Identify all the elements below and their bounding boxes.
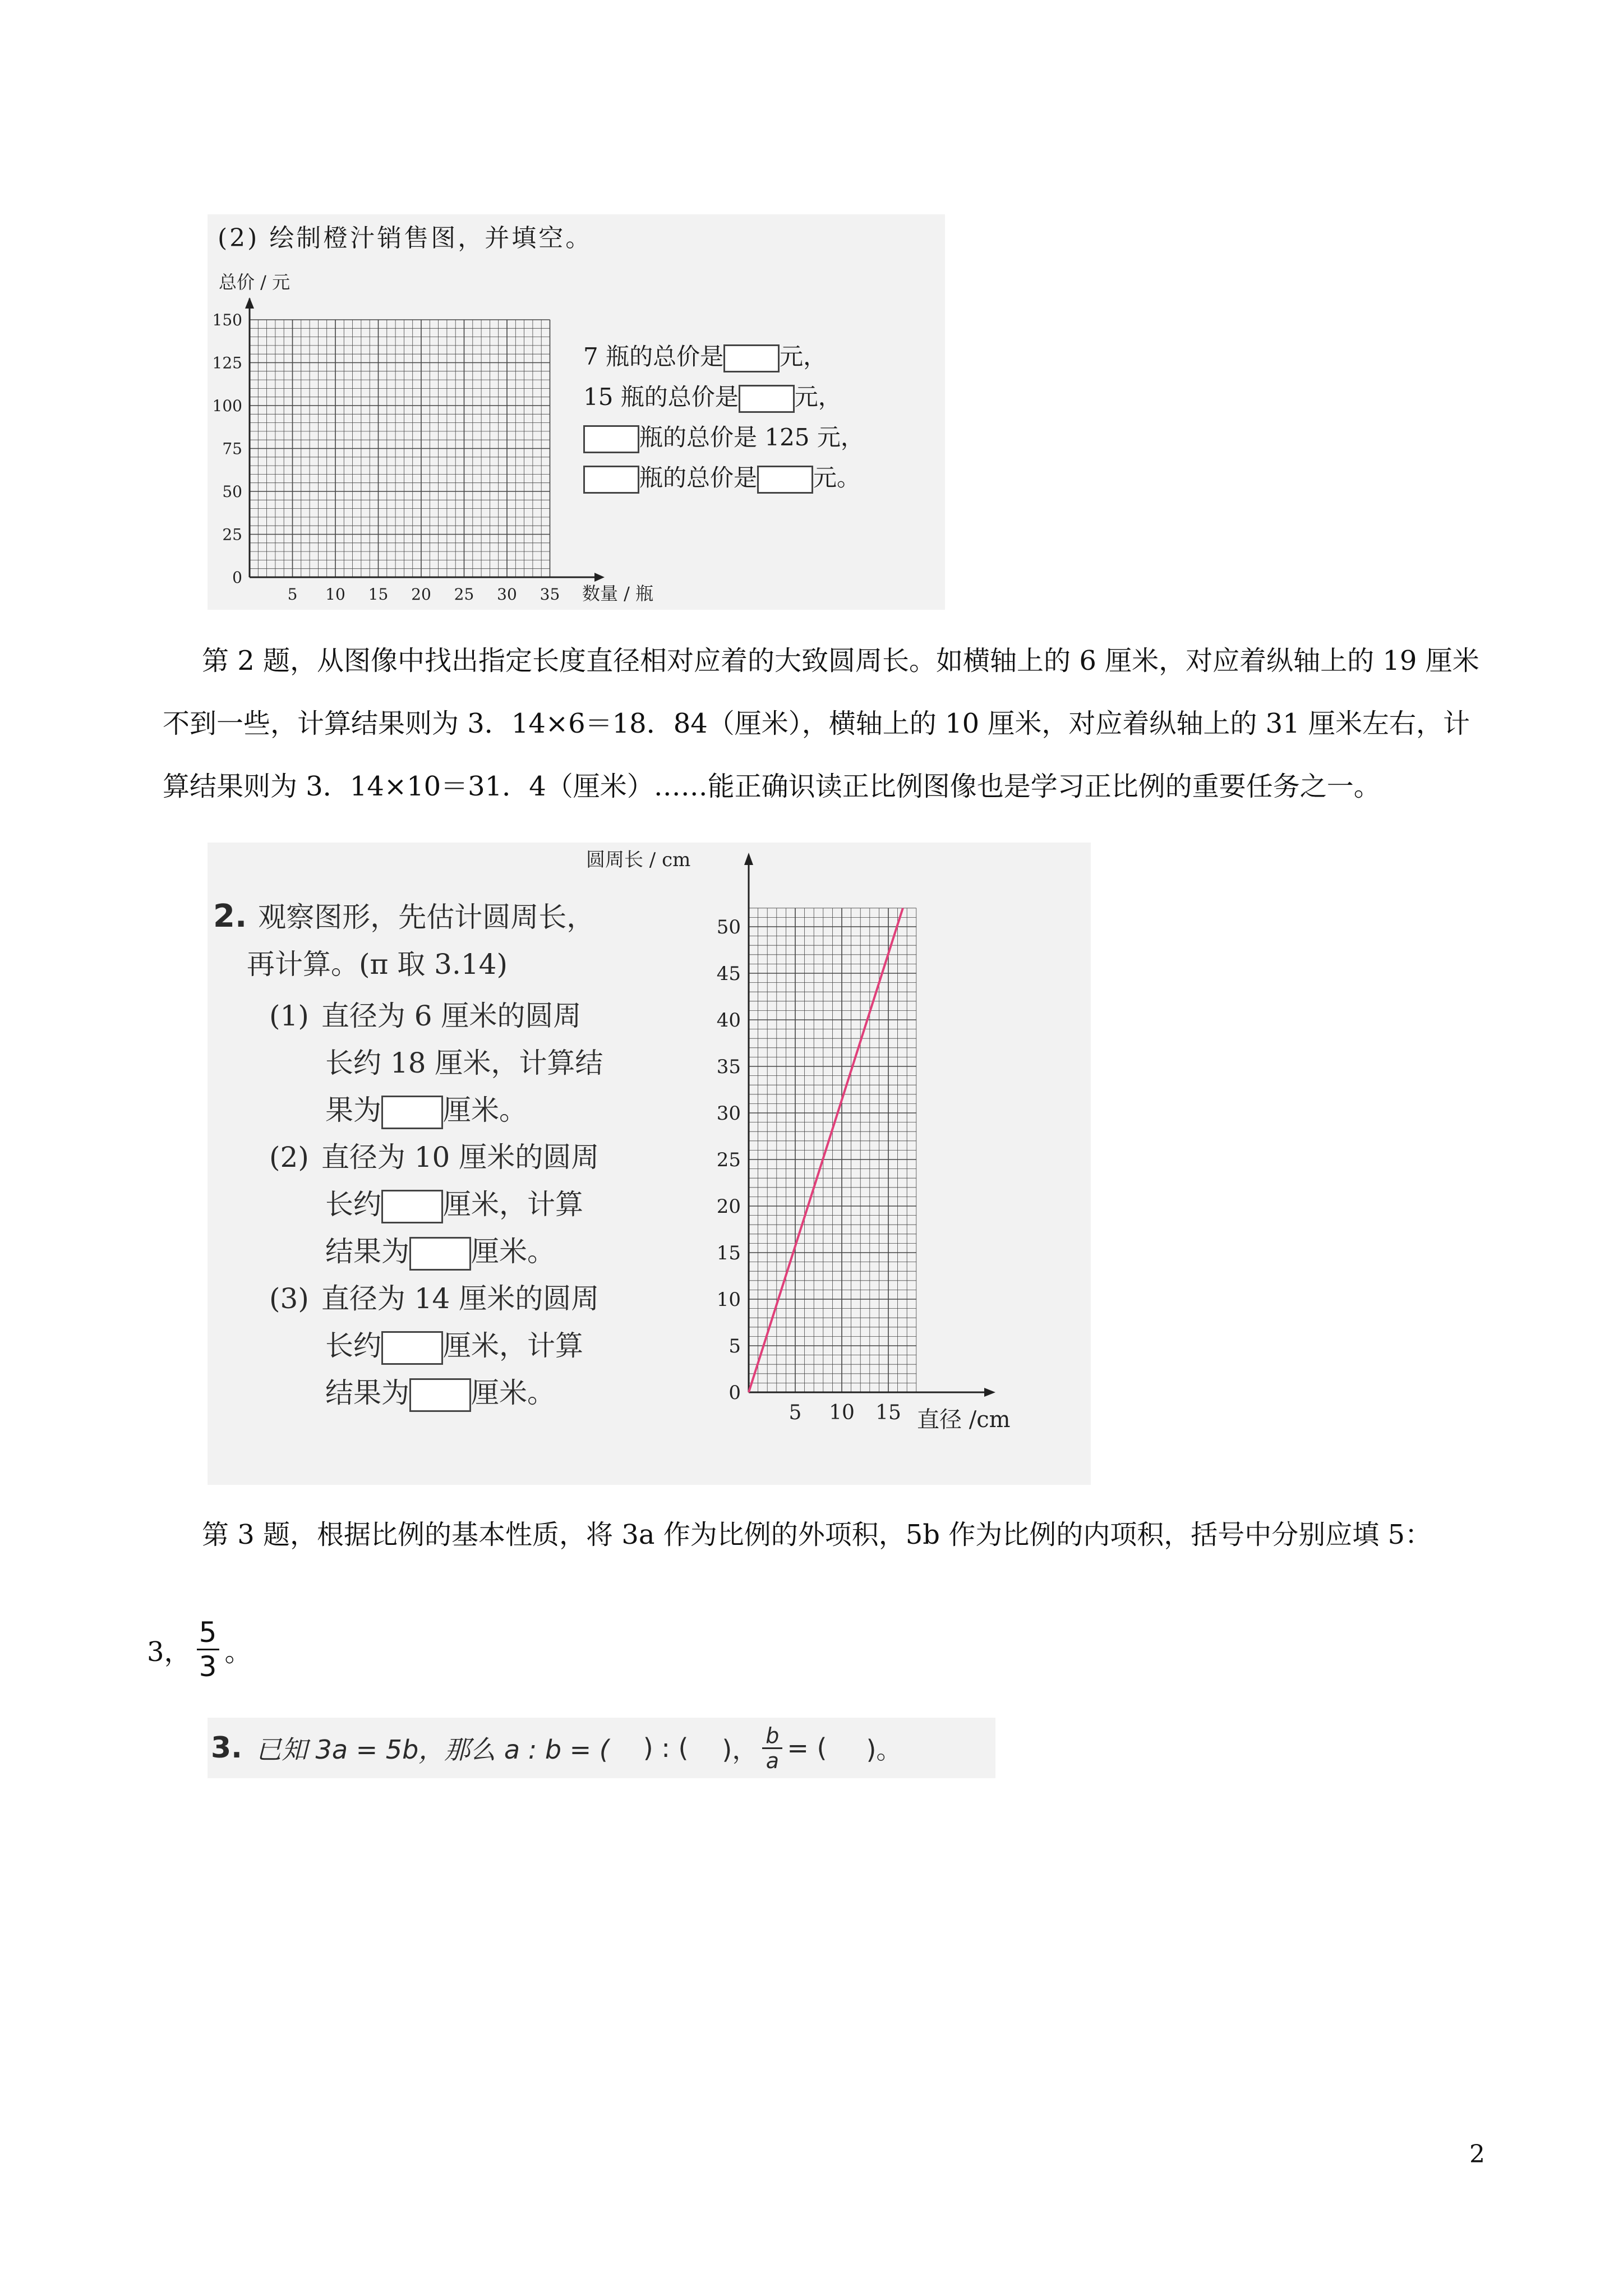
figure-circumference-chart: [208, 843, 1091, 1485]
figure3-text-b: ) : (: [643, 1733, 689, 1763]
x-tick-label: 25: [454, 585, 474, 604]
blank-bottles-for-125[interactable]: [583, 425, 639, 453]
y-tick-label: 25: [222, 525, 242, 544]
fill-line-4-middle: 瓶的总价是: [639, 464, 758, 491]
item-3-text-3a: 结果为: [325, 1377, 409, 1409]
figure3-frac-num: b: [766, 1723, 780, 1748]
figure-orange-juice-chart: [208, 214, 945, 610]
fill-line-1-after: 元，: [780, 343, 827, 370]
y-tick-label: 75: [222, 439, 242, 458]
y-tick-label: 30: [716, 1102, 741, 1125]
y-tick-label: 5: [728, 1335, 741, 1358]
x-tick-label: 5: [789, 1401, 802, 1424]
item-3-text-2a: 长约: [325, 1329, 381, 1362]
x-tick-label: 30: [497, 585, 517, 604]
figure3-text-c: )，: [722, 1734, 758, 1765]
fill-line-4: [583, 458, 864, 498]
paragraph2-suffix: 。: [224, 1636, 252, 1668]
item-1-text-3a: 果为: [325, 1094, 381, 1126]
x-axis-arrow: [984, 1388, 995, 1397]
explanation-question-2: 第 2 题，从图像中找出指定长度直径相对应着的大致圆周长。如横轴上的 6 厘米，对应着纵轴上的 19 厘米不到一些，计算结果则为 3．14×6＝18．84（厘米），横轴上的 10 厘米，对应着纵轴上的 31 厘米左右，计算结果则为 3．14×10＝31．4（厘米）……能正确识读正比例图像也是学习正比例的重要任务之一。: [163, 645, 1479, 802]
figure2-x-ticks: [789, 1401, 901, 1424]
figure2-y-ticks: [717, 916, 741, 1404]
item-1-label: (1): [269, 1000, 309, 1032]
x-tick-label: 5: [287, 585, 298, 604]
x-tick-label: 15: [875, 1401, 901, 1424]
item-3-text-3b: 厘米。: [471, 1377, 555, 1409]
figure3-number: 3.: [211, 1731, 242, 1765]
item-3-text-2b: 厘米，计算: [443, 1329, 583, 1362]
figure2-question-line2: 再计算。(π 取 3.14): [247, 948, 508, 981]
fill-line-3-after: 瓶的总价是 125 元，: [639, 424, 864, 451]
figure3-fraction-b-over-a: [762, 1724, 782, 1773]
figure-ratio-question: [208, 1718, 995, 1778]
fill-line-4-after: 元。: [813, 464, 861, 491]
figure1-x-ticks: [288, 585, 560, 604]
y-tick-label: 20: [716, 1195, 741, 1218]
page-number: 2: [1469, 2140, 1485, 2169]
figure3-text-d: = (: [787, 1733, 827, 1763]
figure2-grid: [744, 853, 995, 1397]
x-tick-label: 35: [540, 585, 560, 604]
fill-line-3: [583, 417, 864, 458]
item-2-text-3b: 厘米。: [471, 1235, 555, 1268]
figure2-grid-chart: [208, 843, 1091, 1485]
blank-price-free[interactable]: [757, 466, 813, 494]
item-2-text-2a: 长约: [325, 1188, 381, 1221]
item-3-text-1: 直径为 14 厘米的圆周: [321, 1282, 600, 1315]
y-tick-label: 100: [212, 397, 242, 415]
x-tick-label: 15: [368, 585, 389, 604]
item-2-text-3a: 结果为: [325, 1235, 409, 1268]
item-2-text-2b: 厘米，计算: [443, 1188, 583, 1221]
fill-line-2-after: 元，: [794, 383, 842, 411]
figure2-question-line1: 观察图形，先估计圆周长，: [258, 901, 595, 933]
y-tick-label: 25: [716, 1149, 741, 1171]
figure1-heading: (2) 绘制橙汁销售图，并填空。: [218, 224, 593, 252]
paragraph2-prefix: 3，: [147, 1636, 191, 1668]
figure2-x-axis-label: 直径 /cm: [917, 1407, 1011, 1433]
figure1-grid: [245, 297, 605, 582]
y-axis-arrow: [744, 853, 753, 865]
item-2-text-1: 直径为 10 厘米的圆周: [321, 1141, 600, 1174]
fraction-numerator: 5: [199, 1616, 217, 1649]
x-tick-label: 10: [325, 585, 345, 604]
y-tick-label: 15: [716, 1242, 741, 1264]
item-3-label: (3): [269, 1282, 309, 1315]
y-tick-label: 10: [716, 1289, 741, 1311]
figure1-fill-lines: [583, 337, 864, 498]
item-1-text-2: 长约 18 厘米，计算结: [325, 1047, 603, 1079]
y-tick-label: 40: [716, 1009, 741, 1032]
blank-15-bottles-price[interactable]: [739, 385, 795, 413]
y-tick-label: 50: [222, 482, 242, 501]
x-tick-label: 20: [411, 585, 431, 604]
y-tick-label: 0: [232, 568, 242, 587]
figure1-y-ticks: [213, 311, 242, 587]
blank-7-bottles-price[interactable]: [723, 344, 780, 372]
explanation-question-3-line1: 第 3 题，根据比例的基本性质，将 3a 作为比例的外项积，5b 作为比例的内项积，括号中分别应填 5：: [202, 1519, 1432, 1550]
figure3-text-a: 已知 3a = 5b，那么 a : b = (: [255, 1734, 610, 1765]
blank-bottles-free[interactable]: [583, 466, 639, 494]
y-tick-label: 35: [716, 1056, 741, 1078]
fill-line-2-before: 15 瓶的总价是: [583, 383, 739, 411]
figure1-x-axis-label: 数量 / 瓶: [582, 583, 654, 604]
x-tick-label: 10: [829, 1401, 855, 1424]
x-axis-arrow: [594, 573, 605, 582]
item-2-label: (2): [269, 1141, 309, 1174]
y-axis-arrow: [245, 297, 254, 309]
y-tick-label: 0: [728, 1382, 741, 1404]
figure3-frac-den: a: [766, 1748, 779, 1773]
fill-line-2: [583, 377, 864, 417]
fill-line-1: [583, 337, 864, 377]
item-1-text-3b: 厘米。: [443, 1094, 527, 1126]
y-tick-label: 50: [716, 916, 741, 938]
explanation-question-3-line2: [147, 1610, 252, 1688]
figure2-number: 2.: [213, 898, 247, 935]
y-tick-label: 150: [212, 311, 242, 329]
figure1-y-axis-label: 总价 / 元: [219, 272, 291, 293]
figure3-text-e: )。: [866, 1734, 902, 1765]
fraction-five-thirds: [197, 1616, 219, 1683]
y-tick-label: 125: [212, 353, 242, 372]
y-tick-label: 45: [716, 963, 741, 985]
figure2-y-axis-label: 圆周长 / cm: [586, 849, 691, 871]
item-1-text-1: 直径为 6 厘米的圆周: [321, 1000, 582, 1032]
fraction-denominator: 3: [199, 1650, 217, 1683]
fill-line-1-before: 7 瓶的总价是: [583, 343, 724, 370]
